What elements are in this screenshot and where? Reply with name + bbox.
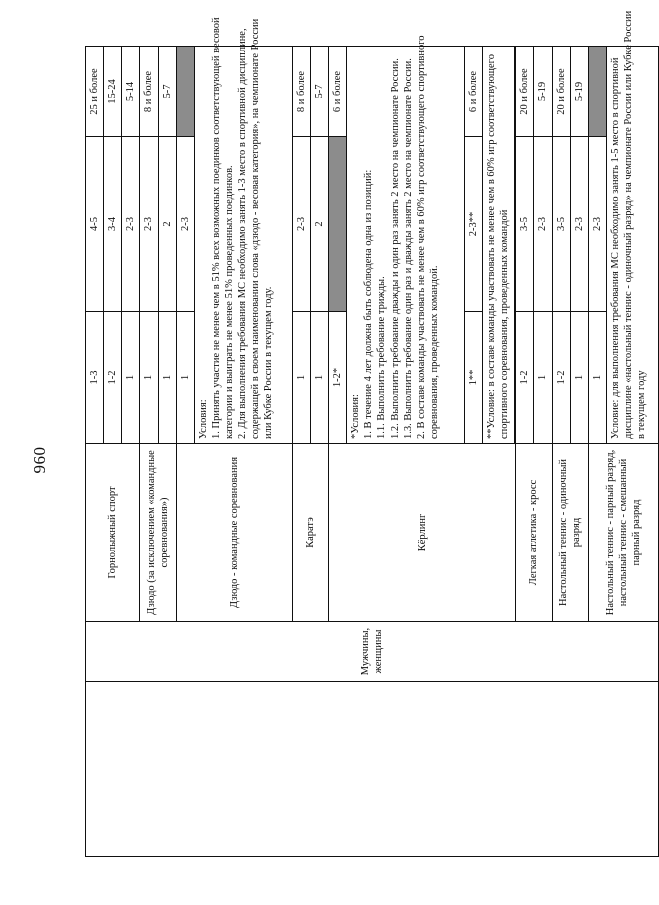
- place-kms: 2: [158, 137, 176, 312]
- place-kms: 2-3**: [465, 137, 483, 312]
- place-kms: 2-3: [176, 137, 194, 312]
- participants: 5-19: [570, 47, 588, 137]
- condition-line: или Кубке России в текущем году.: [263, 286, 275, 439]
- participants: 8 и более: [140, 47, 158, 137]
- place-ms: 1-2: [104, 312, 122, 444]
- condition-line: 2. Для выполнения требования МС необходимо занять 1-3 место в спортивной дисциплине,: [237, 28, 249, 439]
- discipline-table-tennis-single: Настольный теннис - одиночный разряд: [552, 444, 588, 622]
- place-ms: 1**: [465, 312, 483, 444]
- discipline-table-tennis-pair: Настольный теннис - парный разряд, настольный теннис - смешанный парный разряд: [588, 444, 658, 622]
- discipline-cross: Легкая атлетика - кросс: [516, 444, 552, 622]
- place-ms: 1: [122, 312, 140, 444]
- participants: 20 и более: [516, 47, 534, 137]
- discipline-judo-team: Дзюдо - командные соревнования: [176, 444, 292, 622]
- condition-line: 1. Принять участие не менее чем в 51% всех возможных поединков соответствующей весовой: [210, 17, 222, 439]
- participants: 5-19: [534, 47, 552, 137]
- place-kms: 2-3: [588, 137, 606, 312]
- place-kms: 3-5: [516, 137, 534, 312]
- page-number: 960: [30, 446, 49, 474]
- curling-conditions: [347, 35, 465, 444]
- place-ms: 1-3: [86, 312, 104, 444]
- shaded-cell: [329, 137, 347, 312]
- qualification-table: [85, 10, 659, 857]
- place-ms: 1-2: [516, 312, 534, 444]
- place-kms: 2: [310, 137, 328, 312]
- place-ms: 1: [534, 312, 552, 444]
- empty-column-cell: [86, 682, 659, 857]
- table-tennis-pair-conditions: [606, 10, 658, 444]
- place-kms: 2-3: [122, 137, 140, 312]
- condition-line: в текущем году: [636, 370, 648, 439]
- participants: 5-7: [310, 47, 328, 137]
- gender-group-cell: Мужчины, женщины: [86, 622, 659, 682]
- participants: 15-24: [104, 47, 122, 137]
- place-ms: 1-2: [552, 312, 570, 444]
- place-ms: 1: [310, 312, 328, 444]
- condition-line: содержащей в своем наименовании слова «дзюдо - весовая категория», на чемпионате России: [250, 18, 262, 439]
- participants: 5-14: [122, 47, 140, 137]
- condition-line: дисциплине «настольный теннис - одиночный разряд» на чемпионате России или Кубке России: [623, 10, 634, 439]
- place-kms: 2-3: [570, 137, 588, 312]
- condition-line: 1.2. Выполнить требование дважды и один раз занять 2 место на чемпионате России.: [389, 58, 401, 439]
- shaded-cell: [176, 47, 194, 137]
- condition-line: Условие: для выполнения требования МС необходимо занять 1-5 место в спортивной: [609, 57, 621, 439]
- condition-line: 1.3. Выполнить требование один раз и дважды занять 2 место на чемпионате России.: [402, 58, 414, 439]
- condition-line: соревнования, проведенных командой.: [428, 265, 440, 439]
- place-kms: 4-5: [86, 137, 104, 312]
- place-ms: 1: [588, 312, 606, 444]
- place-ms: 1: [570, 312, 588, 444]
- participants: 25 и более: [86, 47, 104, 137]
- place-ms: 1: [176, 312, 194, 444]
- discipline-alpine-skiing: Горнолыжный спорт: [86, 444, 140, 622]
- condition-line: спортивного соревнования, проведенных командой: [499, 209, 511, 439]
- place-ms: 1-2*: [329, 312, 347, 444]
- discipline-karate: Каратэ: [292, 444, 328, 622]
- place-kms: 2-3: [292, 137, 310, 312]
- place-kms: 2-3: [534, 137, 552, 312]
- participants: 6 и более: [329, 47, 347, 137]
- participants: 8 и более: [292, 47, 310, 137]
- place-ms: 1: [292, 312, 310, 444]
- curling-note: [483, 47, 515, 444]
- place-ms: 1: [158, 312, 176, 444]
- place-kms: 3-5: [552, 137, 570, 312]
- condition-line: 1. В течение 4 лет должна быть соблюдена одна из позиций:: [363, 169, 375, 439]
- discipline-curling: Кёрлинг: [329, 444, 516, 622]
- condition-line: *Условия:: [350, 394, 362, 439]
- condition-line: категории и выиграть не менее 51% проведенных поединков.: [224, 165, 235, 439]
- place-kms: 2-3: [140, 137, 158, 312]
- place-kms: 3-4: [104, 137, 122, 312]
- condition-line: **Условие: в составе команды участвовать не менее чем в 60% игр соответствующего: [486, 54, 498, 439]
- discipline-judo: Дзюдо (за исключением «командные соревнования»): [140, 444, 176, 622]
- condition-line: 2. В составе команды участвовать не менее чем в 60% игр соответствующего спортивного: [415, 35, 427, 439]
- place-ms: 1: [140, 312, 158, 444]
- condition-line: 1.1. Выполнить требование трижды.: [376, 276, 388, 439]
- condition-line: Условия:: [197, 399, 209, 439]
- participants: 6 и более: [465, 47, 483, 137]
- table-row: [86, 47, 104, 857]
- participants: 20 и более: [552, 47, 570, 137]
- participants: 5-7: [158, 47, 176, 137]
- shaded-cell: [588, 47, 606, 137]
- judo-team-conditions: [194, 17, 292, 444]
